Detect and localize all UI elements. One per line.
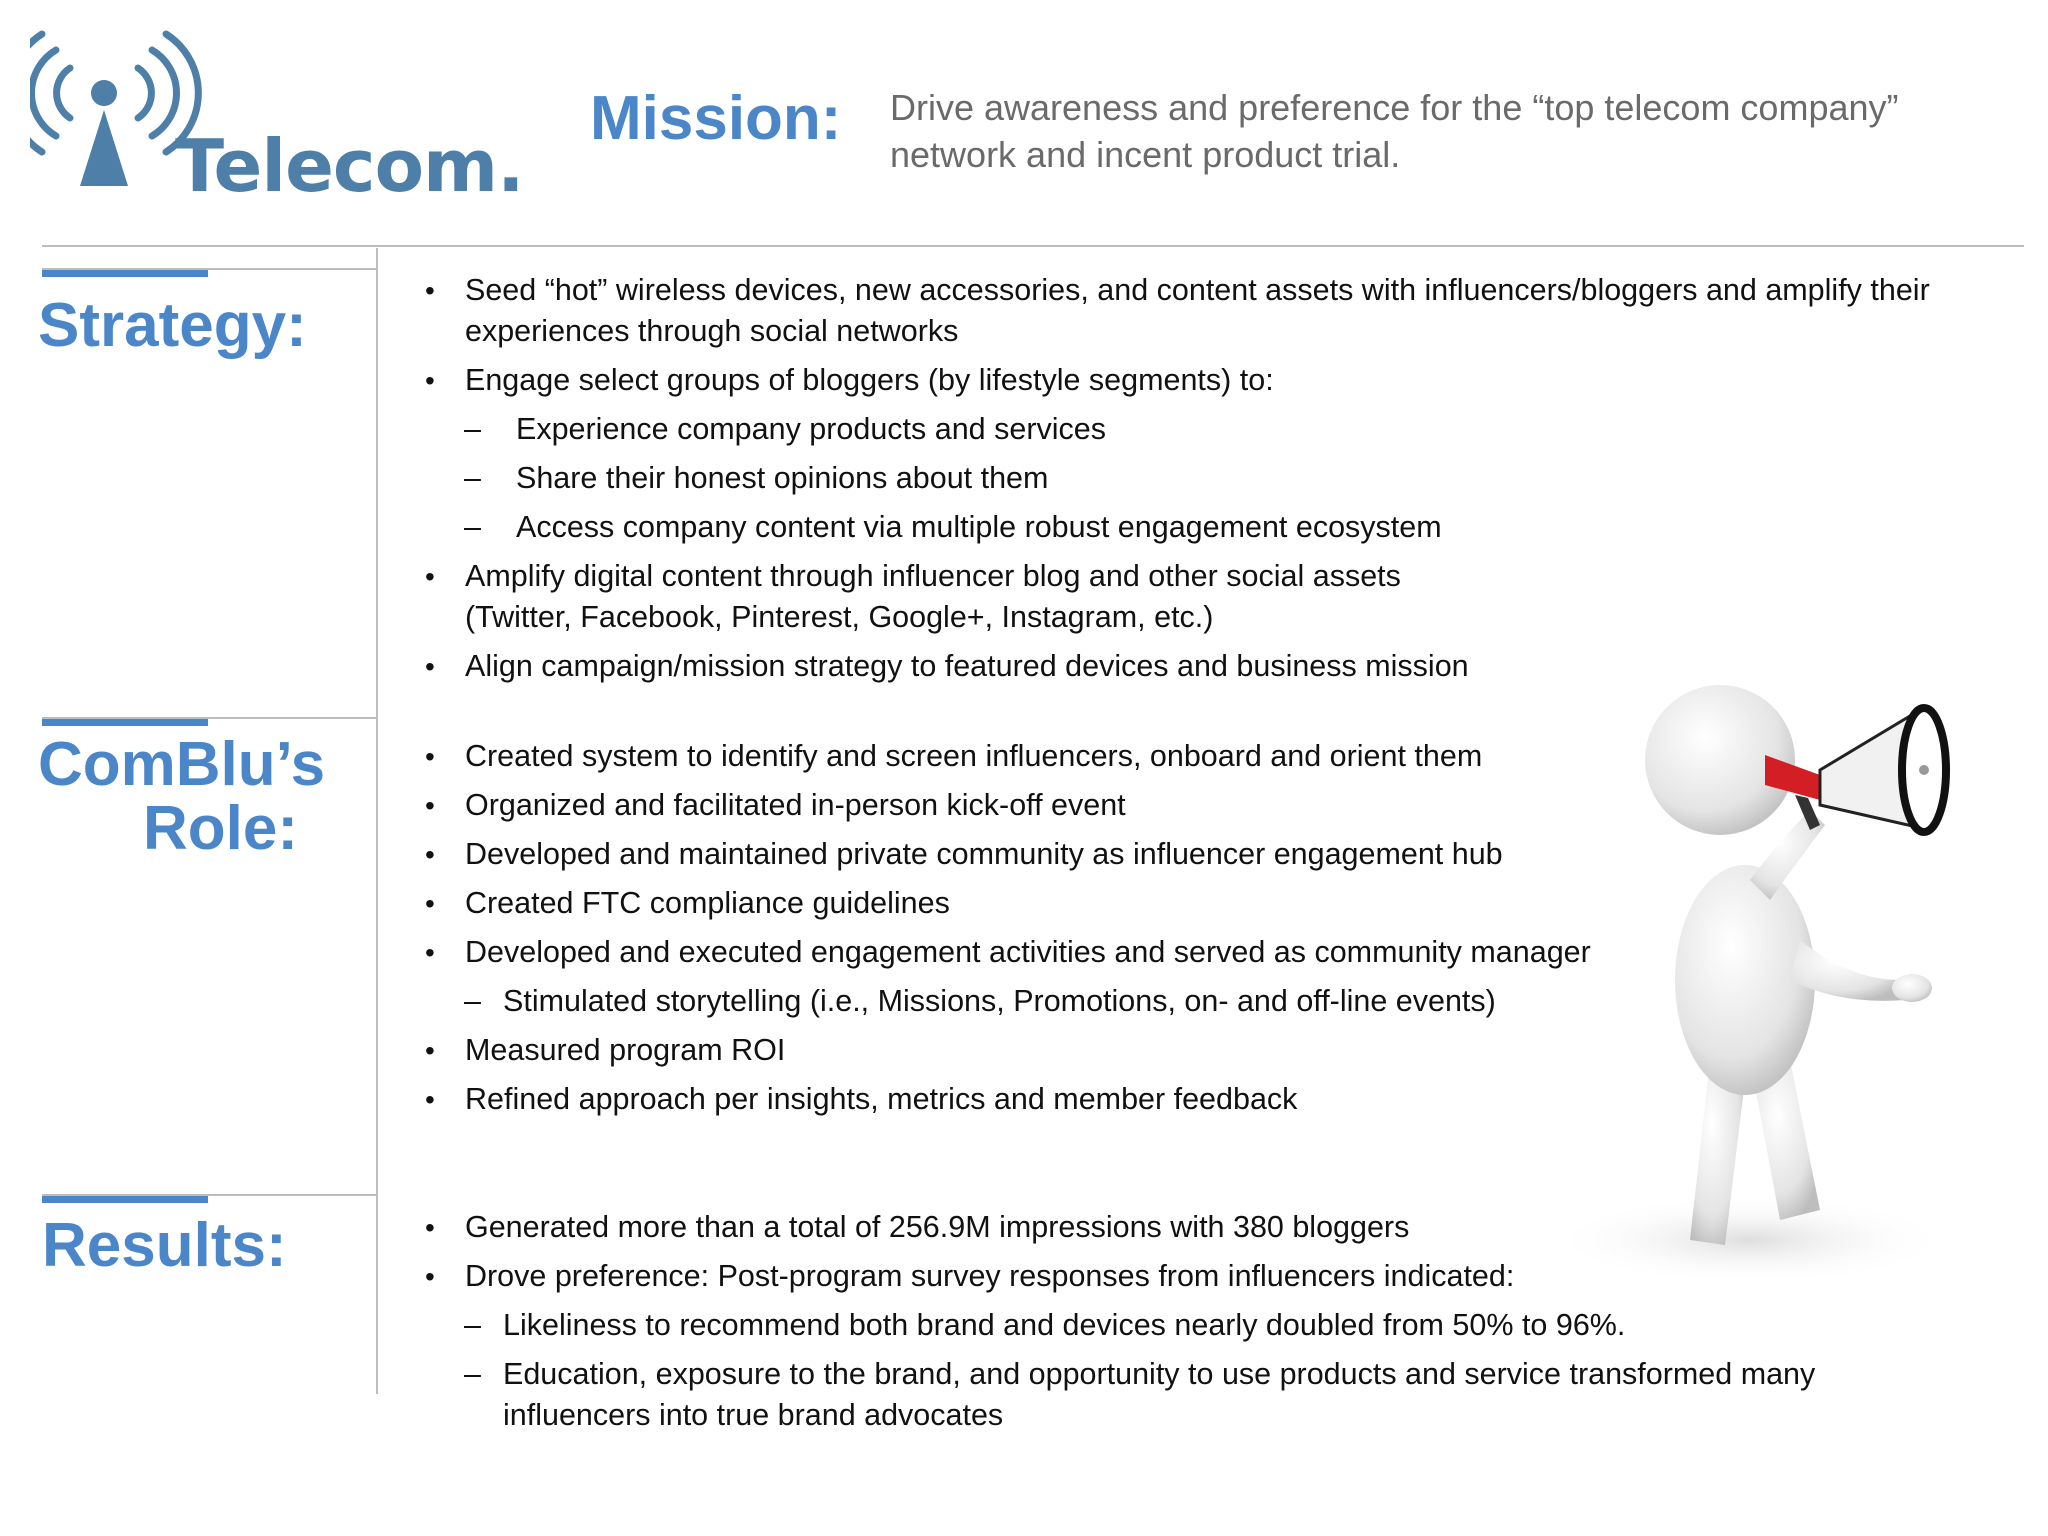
list-item: – Likeliness to recommend both brand and devices nearly doubled from 50% to 96%.: [420, 1305, 2020, 1346]
list-item: • Measured program ROI: [420, 1030, 2020, 1071]
list-item: – Education, exposure to the brand, and opportunity to use products and service transformed many influencers into true brand advocates: [420, 1354, 1953, 1436]
column-divider: [376, 248, 378, 1394]
results-accent: [42, 1196, 208, 1203]
list-item: – Stimulated storytelling (i.e., Missions, Promotions, on- and off-line events): [420, 981, 2020, 1022]
list-item: • Created FTC compliance guidelines: [420, 883, 2020, 924]
list-item: • Engage select groups of bloggers (by lifestyle segments) to:: [420, 360, 2020, 401]
strategy-label: Strategy:: [38, 291, 307, 360]
mission-text: Drive awareness and preference for the “top telecom company” network and incent product trial.: [890, 87, 1899, 175]
top-divider: [42, 245, 2024, 247]
strategy-list: [420, 270, 2020, 695]
list-item: • Align campaign/mission strategy to featured devices and business mission: [420, 646, 2020, 687]
list-item: • Drove preference: Post-program survey responses from influencers indicated:: [420, 1256, 2020, 1297]
list-item: • Amplify digital content through influencer blog and other social assets (Twitter, Facebook, Pinterest, Google+, Instagram, etc.): [420, 556, 1515, 638]
list-item: • Developed and maintained private community as influencer engagement hub: [420, 834, 2020, 875]
logo-wordmark: Telecom.: [175, 124, 524, 208]
list-item: • Developed and executed engagement activities and served as community manager: [420, 932, 2020, 973]
list-item: – Access company content via multiple robust engagement ecosystem: [420, 507, 2020, 548]
list-item: – Experience company products and services: [420, 409, 2020, 450]
list-item: • Refined approach per insights, metrics and member feedback: [420, 1079, 2020, 1120]
list-item: • Seed “hot” wireless devices, new accessories, and content assets with influencers/bloggers and amplify their experiences through social networks: [420, 270, 2020, 352]
list-item: – Share their honest opinions about them: [420, 458, 2020, 499]
person-megaphone-icon: [1520, 680, 2040, 1300]
role-label-line1: ComBlu’s: [38, 730, 326, 799]
role-accent: [42, 719, 208, 726]
list-item: • Created system to identify and screen influencers, onboard and orient them: [420, 736, 2020, 777]
role-label-line2: Role:: [143, 794, 298, 863]
strategy-accent: [42, 270, 208, 277]
telecom-logo: [30, 28, 524, 208]
results-label: Results:: [42, 1211, 287, 1280]
list-item: • Organized and facilitated in-person kick-off event: [420, 785, 2020, 826]
list-item: • Generated more than a total of 256.9M impressions with 380 bloggers: [420, 1207, 2020, 1248]
mission-label: Mission:: [590, 84, 842, 153]
